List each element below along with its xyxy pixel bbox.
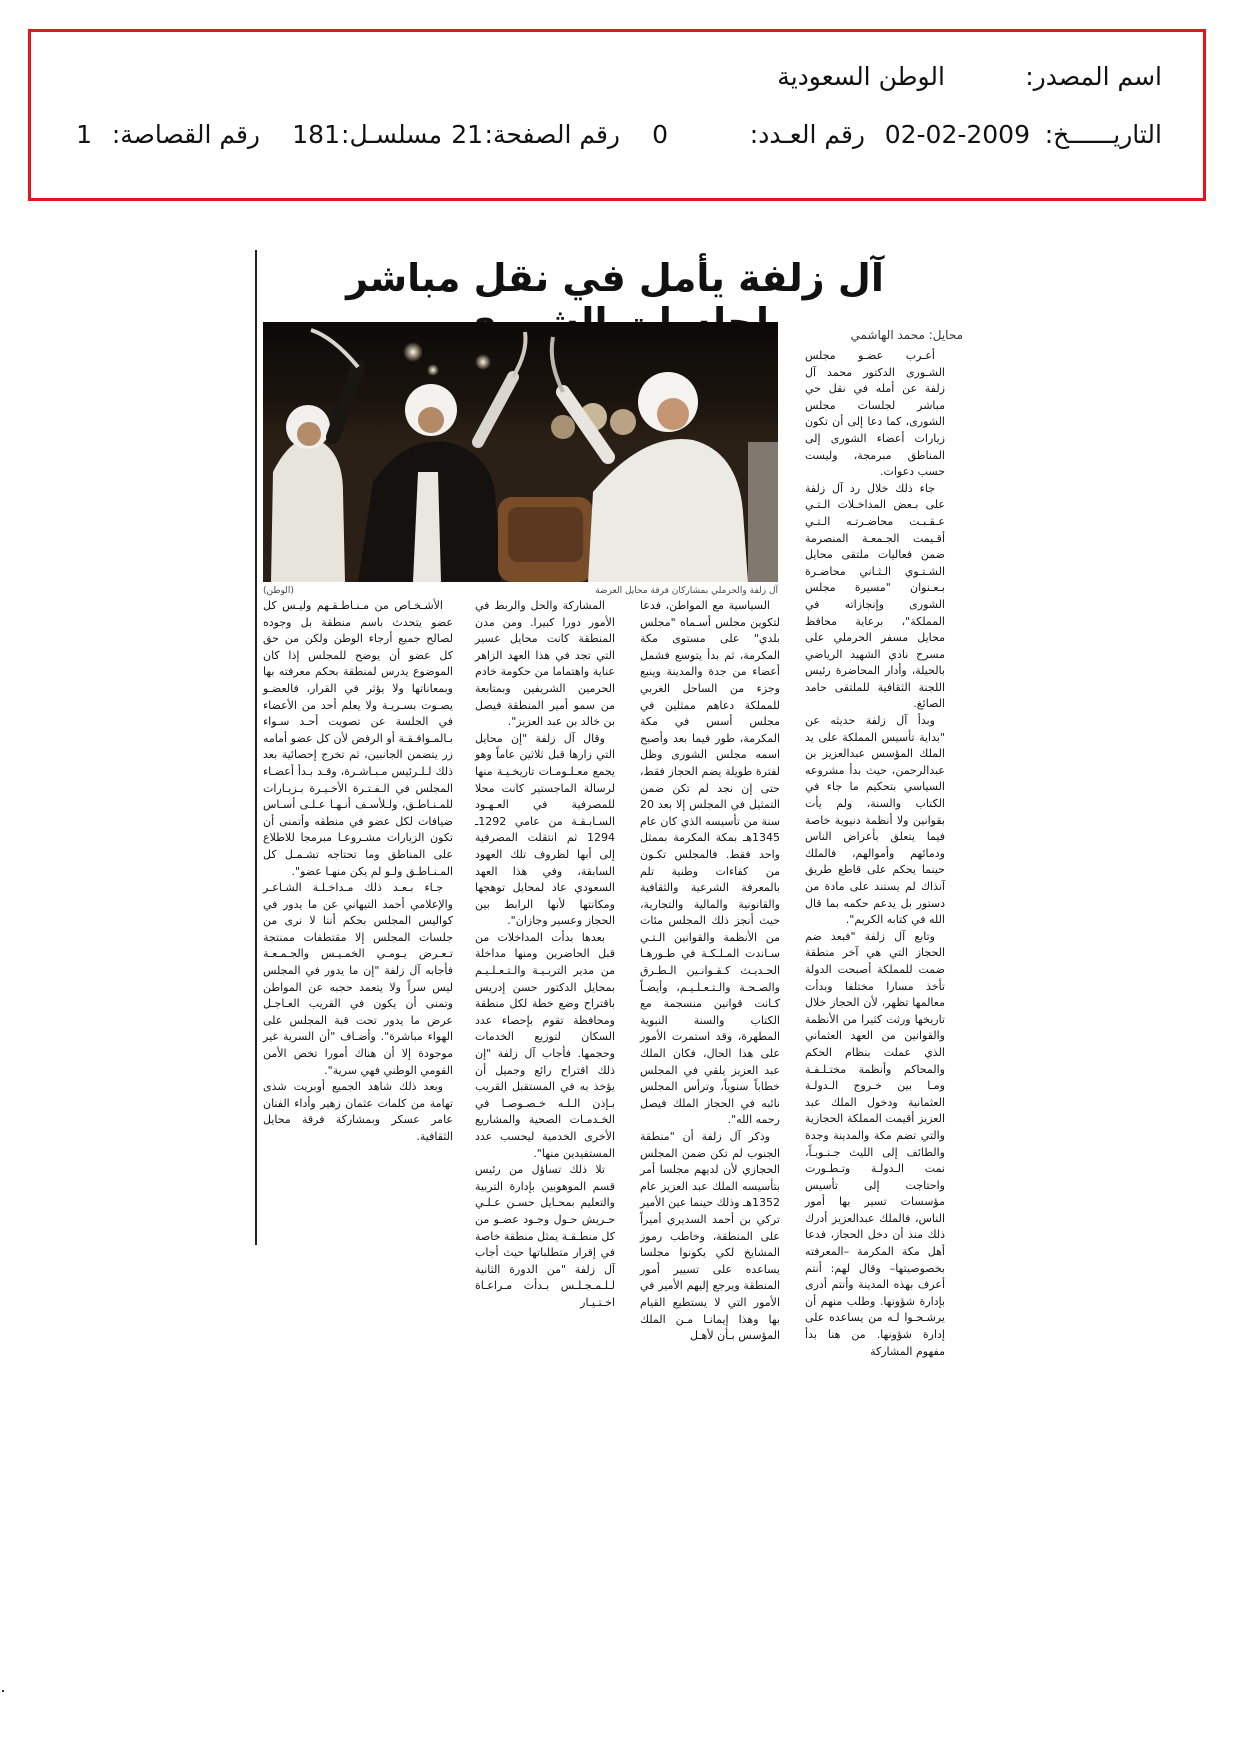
clip-value: 1: [76, 120, 92, 149]
article-paragraph: وتابع آل زلفة "فبعد ضم الحجاز التي هي آخر منطقة ضمت للمملكة أصبحت الدولة تأخذ مسارا مختلفا وبدأت معالمها تظهر، لأن الحجاز خلال تاريخها ورثت كثيرا من الأنظمة والقوانين من العهد العثماني الذي عملت بنظام الحكم والمحاكم وأنظمة مختـلـفـة ومـا بين خـروج الـدولـة العثمانية ودخول الملك عبد العزيز أقيمت المملكة الحجازية والتي تضم مكة والمدينة وجدة والطائف إلى الليث جـنـوبـاً، نمت الـدولـة وتـطـورت واحتاجت إلى تأسيس مؤسسات تسير بها أمور الناس، فالملك عبدالعزيز أدرك ذلك منذ أن دخل الحجاز، فدعا أهل مكة المكرمة –المعرفته بخصوصيتها– وقال لهم: أنتم أعرف بهذه المدينة وأنتم أدرى بإدارة شؤونها. وطلب منهم أن يرشـحـوا لـه من يساعده على إدارة شؤونها. من هنا بدأ مفهوم المشاركة: [805, 929, 945, 1358]
article-column-2: [640, 598, 780, 1345]
article-column-4: [263, 598, 453, 1146]
article-paragraph: وذكر آل زلفة أن "منطقة الجنوب لم تكن ضمن المجلس الحجازي لأن لديهم مجلسا أمر بتأسيسه الملك عبد العزيز عام 1352هـ وذلك حينما عين الأمير تركي بن أحمد السديري أميراً على المنطقة، وخاطب رموز المشايخ لكي يكونوا مجلسا يساعده على تسيير أمور المنطقة ويرجع إليهم الأمير في الأمور التي لا يستطيع القيام بها وهذا إيمانـا مـن الملك المؤسس بـأن لأهـل: [640, 1130, 780, 1343]
article-paragraph: وبدأ آل زلفة حديثه عن "بداية تأسيس المملكة على يد الملك المؤسس عبدالعزيز بن عبدالرحمن، حيث بدأ مشروعه السياسي بتحكيم ما جاء في الكتاب والسنة، ولم يأت بقوانين ولا أنظمة دنيوية خاصة فيما يتعلق بأعراض الناس ودمائهم وأموالهم، فالملك حينما يحكم على قاطع طريق آنذاك لم يستند على مادة من دستور بل يدعم حكمه بما قال الله في كتابه الكريم".: [805, 714, 945, 927]
article-photo: [263, 322, 778, 582]
article-byline: محايل: محمد الهاشمي: [850, 328, 963, 342]
scan-speck: [2, 1690, 4, 1692]
article-paragraph: تلا ذلك تساؤل من رئيس قسم الموهوبين بإدارة التربية والتعليم بمحـايل حسـن عـلـي حـريش حـول وجـود عضـو من كل منطـقـة يمثل منطقة خاصة في إقرار متطلباتها حيث أجاب آل زلفة "من الدورة الثانية لـلـمـجـلـس بـدأت مـراعـاة اخـتـيـار: [475, 1163, 615, 1309]
article-paragraph: المشاركة والحل والربط في الأمور دورا كبيرا. ومن مدن المنطقة كانت محايل عسير التي تجد في هذا العهد الزاهر عناية واهتماما من حكومة خادم الحرمين الشريفين وبمتابعة من سمو أمير المنطقة فيصل بن خالد بن عبد العزيز".: [475, 599, 615, 729]
page-label: رقم الصفحة:: [484, 120, 620, 149]
page-value: 21: [451, 120, 483, 149]
serial-label: مسلسـل:: [341, 120, 442, 149]
date-label: التاريــــــخ:: [1044, 120, 1162, 149]
article-paragraph: جـاء بـعـد ذلك مـداخـلـة الشـاعـر والإعلامي أحمد التيهاني عن ما يدور في كواليس المجلس بحكم أننا لا نرى من جلسات المجلس إلا مقتطفات ممنتجة تـعـرض يـومـي الخمـيـس والجـمـعـة فأجابه آل زلفة "إن ما يدور في المجلس ليس سراً ولا يتعمد حجبه عن المواطن وتمنى أن يكون في القريب العـاجـل عرض ما يدور تحت قبة المجلس على الهواء مباشرة". وأضـاف "أن السرية غير موجودة إلا أن هناك أمورا تخص الأمن القومي الوطني فهي سرية".: [263, 881, 453, 1077]
photo-illustration: [263, 322, 778, 582]
source-label: اسم المصدر:: [1025, 62, 1162, 91]
article-headline: آل زلفة يأمل في نقل مباشر: [346, 256, 884, 300]
article-paragraph: جاء ذلك خلال رد آل زلفة على بـعض المداخـلات الـتـي عـقـبـت محاضـرتـه الـتـي أقـيمت الجـمعـة المنصرمة ضمن فعاليات ملتقى محايل الشـتـوي الـثـاني محاضـرة بـعـنوان "مسيرة مجلس الشورى وإنجازاته في المملكة"، برعاية محافظ محايل مسفر الحرملي على مسرح نادي الشهيد الرياضي بالحيلة، وأدار المحاضرة رئيس اللجنة الثقافية للملتقى حامد الصائغ.: [805, 481, 945, 711]
serial-value: 181: [292, 120, 340, 149]
issue-label: رقم العـدد:: [749, 120, 865, 149]
newspaper-clipping: [255, 250, 965, 1358]
article-paragraph: أعـرب عضـو مجلس الشـورى الدكتور محمد آل زلفة عن أمله في نقل حي مباشر لجلسات مجلس الشورى، كما دعا إلى أن تكون زيارات أعضاء الشورى إلى المناطق مبرمجة، وليست حسب دعوات.: [805, 349, 945, 479]
issue-value: 0: [652, 120, 668, 149]
photo-caption: آل زلفة والحرملي بمشاركان فرقة محايل العرضة: [595, 586, 778, 596]
clip-label: رقم القصاصة:: [111, 120, 260, 149]
article-paragraph: السياسية مع المواطن، فدعا لتكوين مجلس أسـماه "مجلس بلدي" على مستوى مكة المكرمة، ثم بدأ يتوسع فشمل أعضاء من جدة والمدينة وينبع وجزء من الساحل الغربي للمملكة دعاهم ممثلين في مجلس أسس في مكة المكرمة، طور فيما بعد وأصبح اسمه مجلس الشورى وظل لفترة طويلة يضم الحجاز فقط، حتى إن نجد لم تكن ضمن التمثيل في المجلس إلا بعد 20 سنة من تأسيسه الذي كان عام 1345هـ بمكة المكرمة بممثل واحد فقط. فالمجلس تكـون من كفاءات وطنية تلم بالمعرفة الشرعية والثقافية والقانونية والمالية والتجارية، حيث أنجز ذلك المجلس مئات من الأنظمة والقوانين الـتـي سـاندت المـلـكـة في طـورهـا الحـديـث كـقـوانـين الـطـرق والصـحـة والـتـعـلـيـم، وأيضـاً كـانت قوانين منسجمة مع الكتاب والسنة النبوية المطهرة، وقد استمرت الأمور على هذا الحال، فكان الملك عبد العزيز يلقي في المجلس خطاباً سنوياً، وترأس المجلس نائبه في الحجاز الملك فيصل رحمه الله".: [640, 599, 780, 1127]
article-paragraph: وبعد ذلك شاهد الجميع أوبريت شذى تهامة من كلمات عثمان زهير وأداء الفنان عامر عسكر وبمشاركة فرقة محايل الثقافية.: [263, 1080, 453, 1143]
article-paragraph: الأشـخـاص من مـنـاطـقـهم وليـس كل عضو يتحدث باسم منطقة بل وجوده لصالح جميع أرجاء الوطن ولكن من حق كل عضو أن يوضح للمجلس إذا كان الموضوع يدرس لمنطقة بحكم معرفته بها وبمعاناتها ولا يؤثر في القرار، فالعضـو يصـوت بسـريـة ولا يعلم أحد من الأعضاء في الجلسة عن تصويت أحـد سـواء بـالمـوافـقـة أو الرفض لأن كل عضو أمامه زر يتضمن الجانبين، ثم تخرج إحصائية بعد ذلك لـلـرئيس مـبـاشـرة، وقـد بـدأ أعضـاء المجلس في الـفـتـرة الأخـيـرة بـزيـارات للمـنـاطـق، ولـلأسـف أنـهـا عـلـى أسـاس ضيافات لكل عضو في منطقه وأتمنى أن تكون الزيارات مشـروعـا مبرمجا للاطلاع على المناطق وما تحتاجه تشـمـل كل المـنـاطـق ولـو لم يكن منهـا عضو".: [263, 599, 453, 878]
document-header-box: [28, 29, 1206, 201]
article-paragraph: بعدها بدأت المداخلات من قبل الحاضرين ومنها مداخلة من مدير التربـيـة والـتـعـلـيـم بمحايل الدكتور حسن إدريس باقتراح وضع خطة لكل منطقة ومحافظة تقوم بإحصاء عدد السكان لتوزيع الخدمات وحجمها. فأجاب آل زلفة "إن ذلك اقتراح رائع وجميل أن يؤخذ به في المستقبل القريب بـإذن الـلـه خـصـوصـا في الخـدمـات الصحية والمشاريع الأخرى الخدمية ليحسب عدد المستفيدين منها".: [475, 930, 615, 1160]
column-rule: [255, 250, 257, 1245]
article-paragraph: وقال آل زلفة "إن محايل التي زارها قبل ثلاثين عاماً وهو يجمع معـلـومـات تاريخـيـة منها لرسالة الماجستير كانت محلا للمصرفية في العـهـود السـابـقـة من عامي 1292ـ 1294 ثم انتقلت المصرفية إلى أبها لظروف تلك العهود السابقة، وفي هذا العهد السعودي عاد لمحايل توهجها ومكانتها لأنها الرابط بين الحجاز وعسير وجازان".: [475, 731, 615, 928]
article-column-3: [475, 598, 615, 1312]
photo-credit: (الوطن): [263, 586, 294, 596]
article-column-1: [805, 348, 945, 1360]
source-value: الوطن السعودية: [777, 62, 945, 91]
date-value: 02-02-2009: [884, 120, 1030, 149]
